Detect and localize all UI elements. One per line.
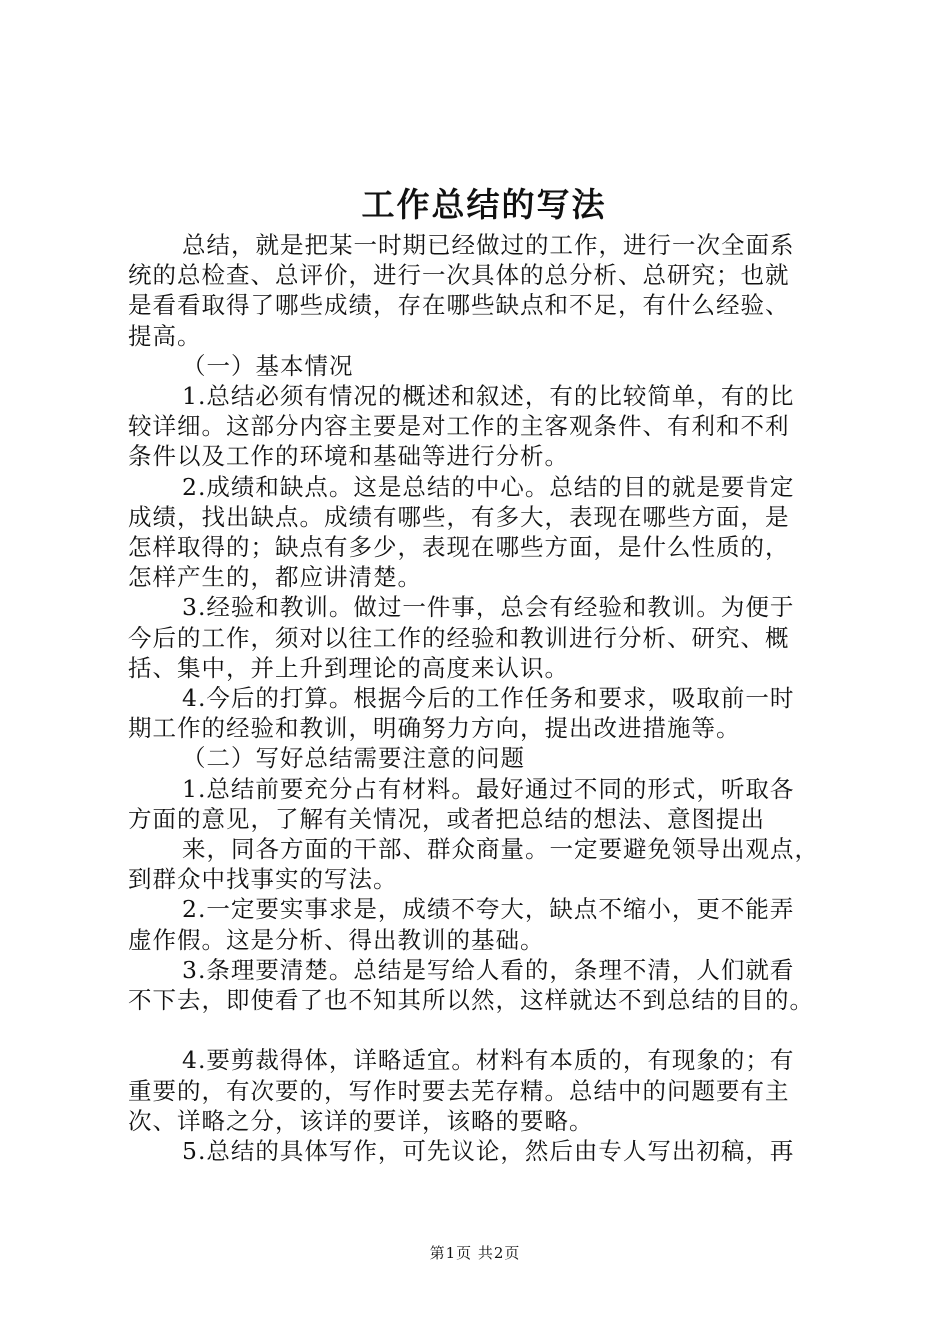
body-line: （二）写好总结需要注意的问题: [182, 744, 525, 773]
body-line: 统的总检查、总评价，进行一次具体的总分析、总研究；也就: [128, 261, 790, 290]
body-line: 成绩，找出缺点。成绩有哪些，有多大，表现在哪些方面，是: [128, 502, 790, 531]
body-line: 较详细。这部分内容主要是对工作的主客观条件、有利和不利: [128, 412, 790, 441]
document-page: [128, 180, 840, 1166]
body-line: 重要的，有次要的，写作时要去芜存精。总结中的问题要有主: [128, 1076, 790, 1105]
body-line: 1.总结前要充分占有材料。最好通过不同的形式，听取各: [182, 774, 795, 803]
body-line: 今后的工作，须对以往工作的经验和教训进行分析、研究、概: [128, 623, 790, 652]
body-line: 是看看取得了哪些成绩，存在哪些缺点和不足，有什么经验、: [128, 291, 790, 320]
body-line: 条件以及工作的环境和基础等进行分析。: [128, 442, 569, 471]
body-line: 不下去，即使看了也不知其所以然，这样就达不到总结的目的。: [128, 986, 814, 1015]
body-line: 方面的意见，了解有关情况，或者把总结的想法、意图提出: [128, 804, 765, 833]
body-line: 1.总结必须有情况的概述和叙述，有的比较简单，有的比: [182, 382, 795, 411]
body-line: 2.成绩和缺点。这是总结的中心。总结的目的就是要肯定: [182, 472, 795, 501]
body-line: 总结，就是把某一时期已经做过的工作，进行一次全面系: [182, 231, 795, 259]
body-line: 来，同各方面的干部、群众商量。一定要避免领导出观点，: [182, 835, 819, 864]
document-body: [128, 230, 840, 1166]
body-line: 5.总结的具体写作，可先议论，然后由专人写出初稿，再: [182, 1137, 795, 1166]
body-line: 3.经验和教训。做过一件事，总会有经验和教训。为便于: [182, 593, 795, 622]
body-line: 到群众中找事实的写法。: [128, 865, 398, 894]
document-title: 工作总结的写法: [361, 185, 607, 224]
body-line: 2.一定要实事求是，成绩不夸大，缺点不缩小，更不能弄: [182, 895, 795, 924]
body-line: 期工作的经验和教训，明确努力方向，提出改进措施等。: [128, 714, 741, 743]
body-line: 怎样产生的，都应讲清楚。: [128, 563, 422, 592]
body-line: 次、详略之分，该详的要详，该略的要略。: [128, 1106, 594, 1135]
body-line: 提高。: [128, 321, 202, 350]
body-line: 4.今后的打算。根据今后的工作任务和要求，吸取前一时: [182, 684, 795, 713]
body-line: 虚作假。这是分析、得出教训的基础。: [128, 925, 545, 954]
body-line: 括、集中，并上升到理论的高度来认识。: [128, 653, 569, 682]
body-line: 怎样取得的；缺点有多少，表现在哪些方面，是什么性质的，: [128, 533, 790, 562]
page-footer: 第1页 共2页: [429, 1244, 521, 1262]
body-line: [128, 1015, 840, 1045]
body-line: 3.条理要清楚。总结是写给人看的，条理不清，人们就看: [182, 955, 795, 984]
body-line: （一）基本情况: [182, 351, 354, 380]
body-line: 4.要剪裁得体，详略适宜。材料有本质的，有现象的；有: [182, 1046, 795, 1075]
